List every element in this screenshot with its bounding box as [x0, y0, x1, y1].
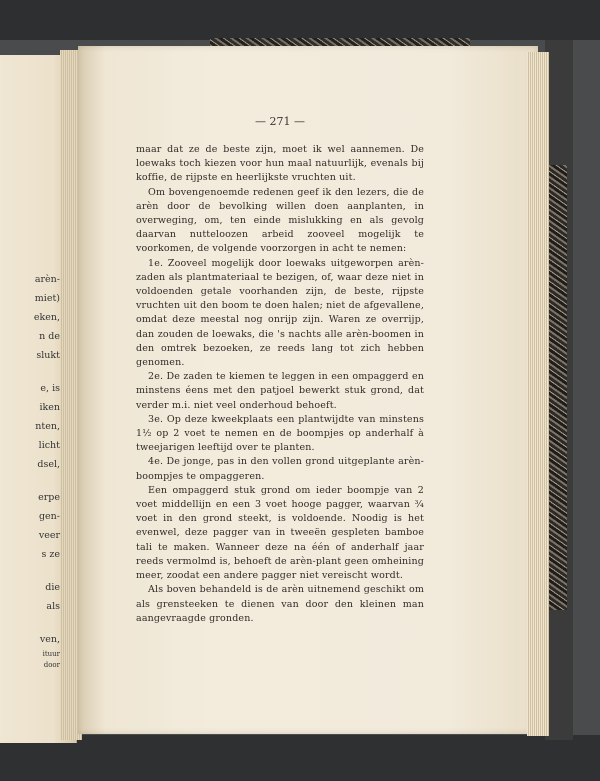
- left-fragment: als: [46, 601, 60, 612]
- page-body: [136, 143, 424, 626]
- paragraph: Als boven behandeld is de arèn uitnemend geschikt om als grensteeken te dienen van door den kleinen man aangevraagde gronden.: [136, 584, 424, 624]
- left-fragment: arèn-: [34, 274, 60, 285]
- left-fragment: gen-: [38, 511, 60, 522]
- left-page-text: [0, 270, 62, 671]
- left-fragment: die: [45, 582, 60, 593]
- left-fragment: ituur: [42, 650, 60, 658]
- paragraph: 1e. Zooveel mogelijk door loewaks uitgeworpen arèn-zaden als plantmateriaal te bezigen, of, waar deze niet in voldoenden getale voorhanden zijn, de beste, rijpste vruchten uit den boom te doen halen; niet de afgevallene, omdat deze meestal nog onrijp zijn. Waren ze overrijp, dan zouden de loewaks, die 's nachts alle arèn-boomen in den omtrek bezoeken, ze reeds lang tot zich hebben genomen.: [136, 257, 424, 369]
- marbled-cover-right: [549, 165, 567, 610]
- paragraph: 3e. Op deze kweekplaats een plantwijdte van minstens 1½ op 2 voet te nemen en de boompjes op anderhalf à tweejarigen leeftijd over te planten.: [136, 413, 424, 454]
- background-top: [0, 0, 600, 40]
- background-bottom: [0, 735, 600, 781]
- left-fragment: nten,: [35, 421, 60, 432]
- left-fragment: miet): [34, 293, 60, 304]
- left-fragment: erpe: [38, 492, 60, 503]
- paragraph: maar dat ze de beste zijn, moet ik wel aannemen. De loewaks toch kiezen voor hun maal natuurlijk, evenals bij koffie, de rijpste en heerlijkste vruchten uit.: [136, 144, 424, 184]
- left-fragment: eken,: [33, 312, 60, 323]
- left-fragment: iken: [39, 402, 60, 413]
- left-fragment: veer: [38, 530, 60, 541]
- page-number: — 271 —: [255, 115, 305, 128]
- paragraph: Een ompaggerd stuk grond om ieder boompje van 2 voet middellijn en een 3 voet hooge pagger, waarvan ¾ voet in den grond steekt, is voldoende. Noodig is het evenwel, deze pagger van in tweeën gespleten bamboe tali te maken. Wanneer deze na één of anderhalf jaar reeds vermolmd is, behoeft de arèn-plant geen omheining meer, zoodat een andere pagger niet vereischt wordt.: [136, 484, 424, 582]
- left-fragment: ven,: [39, 634, 60, 645]
- left-fragment: slukt: [36, 350, 60, 361]
- paragraph: 2e. De zaden te kiemen te leggen in een ompaggerd en minstens éens met den patjoel bewerkt stuk grond, dat verder m.i. niet veel onderhoud behoeft.: [136, 371, 424, 411]
- left-fragment: n de: [39, 331, 60, 342]
- left-fragment: dsel,: [37, 459, 60, 470]
- paragraph: Om bovengenoemde redenen geef ik den lezers, die de arèn door de bevolking willen doen aanplanten, in overweging, om, ten einde mislukking en als gevolg daarvan nutteloozen arbeid zooveel mogelijk te voorkomen, de volgende voorzorgen in acht te nemen:: [136, 186, 424, 255]
- paragraph: 4e. De jonge, pas in den vollen grond uitgeplante arèn-boompjes te ompaggeren.: [136, 456, 424, 482]
- left-fragment: door: [43, 661, 60, 669]
- left-fragment: e, is: [40, 383, 60, 394]
- left-fragment: s ze: [41, 549, 60, 560]
- right-page-edges: [527, 52, 549, 736]
- left-fragment: licht: [38, 440, 60, 451]
